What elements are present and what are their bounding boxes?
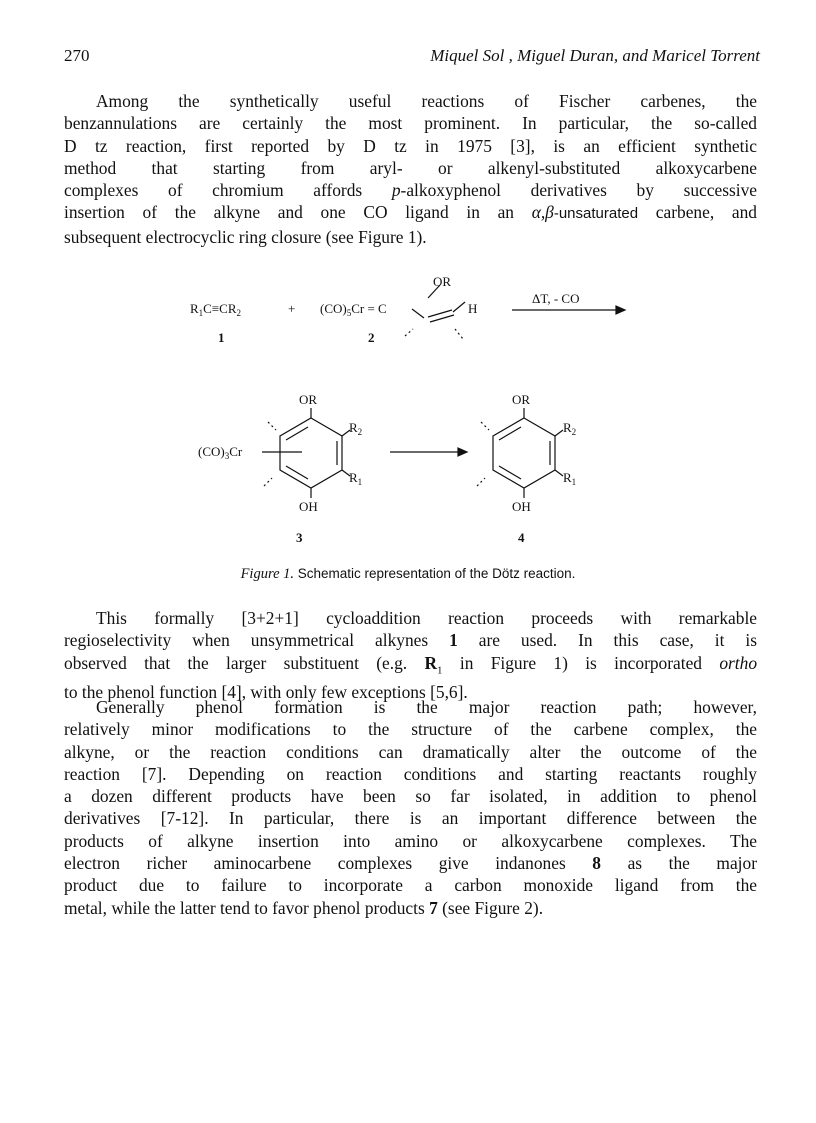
paragraph-3-line-8: electron richer aminocarbene complexes give indanones 8 as the major <box>64 853 757 874</box>
paragraph-3-line-9: product due to failure to incorporate a carbon monoxide ligand from the <box>64 875 757 896</box>
paragraph-1-line-4: method that starting from aryl- or alkenyl-substituted alkoxycarbene <box>64 157 757 178</box>
compound-3-r1: $R_1$ <box>349 470 363 487</box>
ring-3-inner-3 <box>286 466 308 479</box>
bond-vinyl-double-2 <box>430 315 454 322</box>
paragraph-1-line-6: insertion of the alkyne and one CO ligand in an α,β-unsaturated carbene, and <box>64 202 757 223</box>
reaction-arrow-2-head <box>458 448 467 456</box>
paragraph-2-line-1: This formally [3+2+1] cycloaddition reaction proceeds with remarkable <box>96 608 757 628</box>
bond-hash-left <box>405 329 413 336</box>
paragraph-3-line-4: reaction [7]. Depending on reaction conditions and starting reactants roughly <box>64 763 757 784</box>
paragraph-3 <box>64 696 757 919</box>
paragraph-1-line-1: Among the synthetically useful reactions of Fischer carbenes, the <box>96 91 757 111</box>
paragraph-1-line-5: complexes of chromium affords p-alkoxyphenol derivatives by successive <box>64 180 757 201</box>
paragraph-3-line-10: metal, while the latter tend to favor phenol products 7 (see Figure 2). <box>64 897 544 918</box>
reactant-1-formula: $R_1C\equiv CR_2$ <box>190 301 242 318</box>
ring-3-hash-1 <box>268 422 276 430</box>
paragraph-2-line-2: regioselectivity when unsymmetrical alkynes 1 are used. In this case, it is <box>64 630 757 651</box>
ring-4-hash-2 <box>477 478 485 486</box>
bond-vinyl-h <box>453 302 465 312</box>
compound-3-or: OR <box>299 392 318 407</box>
compound-label-3: 3 <box>296 530 303 545</box>
paragraph-1-line-2: benzannulations are certainly the most prominent. In particular, the so-called <box>64 113 757 134</box>
paragraph-2 <box>64 607 757 704</box>
paragraph-3-line-2: relatively minor modifications to the structure of the carbene complex, the <box>64 719 757 740</box>
ring-3-hexagon <box>280 418 342 488</box>
paragraph-3-line-5: a dozen different products have been so far isolated, in addition to phenol <box>64 786 757 807</box>
compound-4-r2: $R_2$ <box>563 420 577 437</box>
paragraph-3-line-1: Generally phenol formation is the major reaction path; however, <box>96 697 757 717</box>
compound-label-1: 1 <box>218 330 225 345</box>
ring-4-hexagon <box>493 418 555 488</box>
paragraph-3-line-6: derivatives [7-12]. In particular, there is an important difference between the <box>64 808 757 829</box>
paragraph-1-line-7: subsequent electrocyclic ring closure (see Figure 1). <box>64 226 427 247</box>
running-head-authors: Miquel Sol , Miguel Duran, and Maricel Torrent <box>430 46 760 65</box>
ring-4-hash-1 <box>481 422 489 430</box>
reaction-conditions: ΔT, - CO <box>532 291 580 306</box>
bond-c-vinyl-left <box>412 309 424 318</box>
carbene-h-label: H <box>468 301 478 316</box>
paragraph-3-line-3: alkyne, or the reaction conditions can dramatically alter the outcome of the <box>64 741 757 762</box>
compound-3-cr-fragment: $(CO)_3Cr$ <box>198 444 243 461</box>
compound-4-r1: $R_1$ <box>563 470 577 487</box>
ring-3-inner-1 <box>286 427 308 440</box>
ring-3-hash-2 <box>264 478 272 486</box>
plus-sign: + <box>288 301 296 316</box>
ring-4-inner-1 <box>499 427 521 440</box>
figure-1-caption-text: Schematic representation of the Dötz reaction. <box>294 566 576 581</box>
greek-alpha-beta: α,β <box>531 202 554 223</box>
figure-1-caption-label: Figure 1. <box>240 566 295 582</box>
paragraph-2-line-4: to the phenol function [4], with only few exceptions [5,6]. <box>64 682 468 703</box>
reaction-arrow-1-head <box>616 306 625 314</box>
compound-4-oh: OH <box>512 499 531 514</box>
reactant-2-formula: $(CO)_5Cr = C$ <box>320 301 387 318</box>
compound-3-r2: $R_2$ <box>349 420 363 437</box>
paragraph-3-line-7: products of alkyne insertion into amino or alkoxycarbene complexes. The <box>64 830 757 851</box>
ring-4-bond-r1 <box>555 470 563 476</box>
bond-vinyl-double-1 <box>428 310 452 317</box>
compound-3-oh: OH <box>299 499 318 514</box>
figure-1-caption <box>0 566 816 583</box>
page-number: 270 <box>64 46 90 65</box>
bond-hash-right <box>455 329 463 339</box>
carbene-or-label: OR <box>433 274 452 289</box>
paragraph-2-line-3: observed that the larger substituent (e.g. $R_1$ in Figure 1) is incorporated ortho <box>64 652 758 677</box>
ring-4-bond-r2 <box>555 430 563 436</box>
ring-4-inner-3 <box>499 466 521 479</box>
paragraph-1-line-3: D tz reaction, first reported by D tz in 1975 [3], is an efficient synthetic <box>64 135 757 156</box>
compound-label-4: 4 <box>518 530 525 545</box>
compound-label-2: 2 <box>368 330 375 345</box>
compound-4-or: OR <box>512 392 531 407</box>
